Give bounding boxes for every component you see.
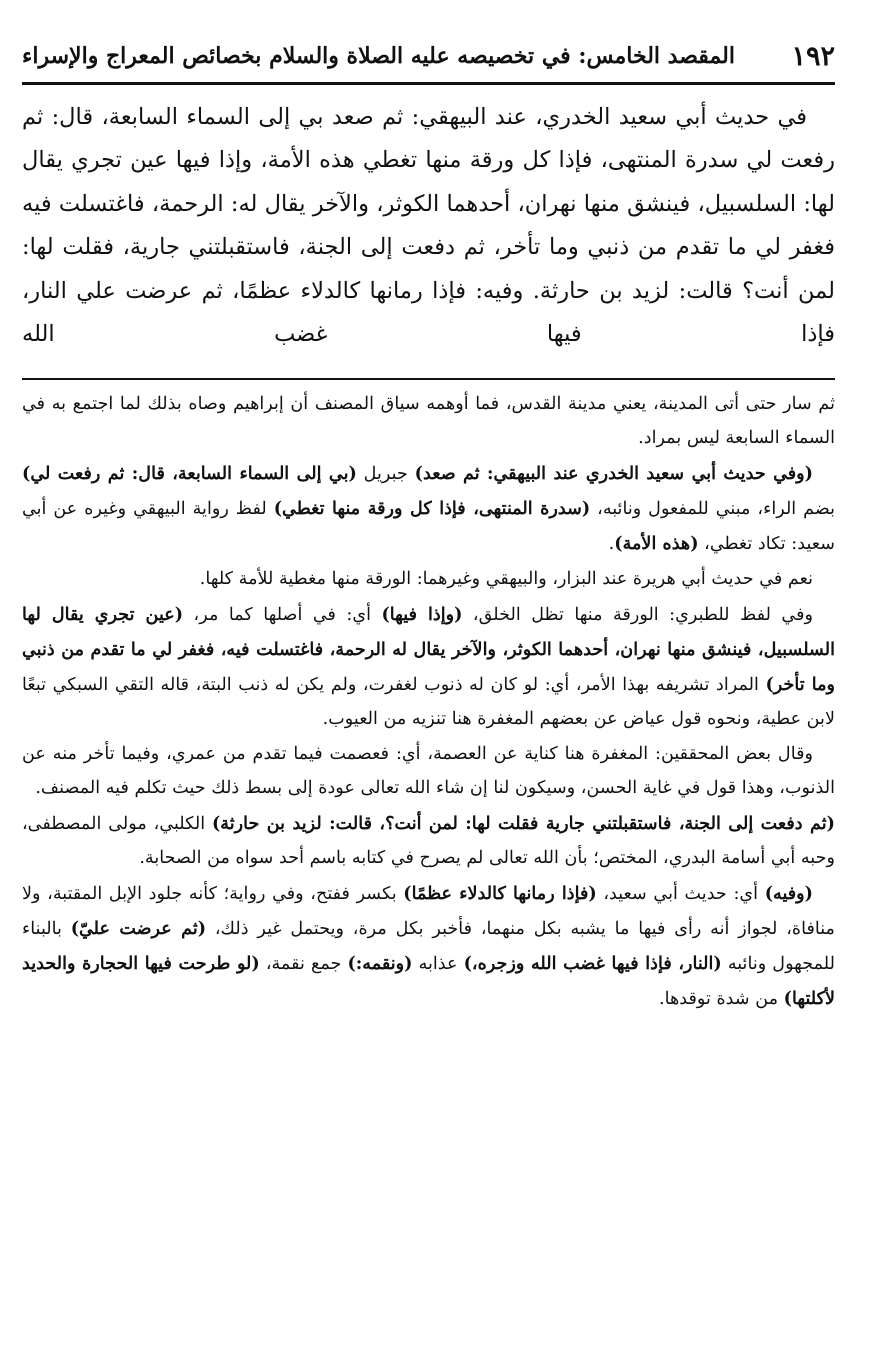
- commentary-block: [22, 388, 835, 1018]
- quoted-text: (فإذا رمانها كالدلاء عظمًا): [403, 883, 597, 905]
- explanation-text: من شدة توقدها.: [659, 988, 784, 1009]
- commentary-paragraph-7: [22, 877, 835, 1016]
- explanation-text: .: [608, 533, 615, 554]
- quoted-text: (سدرة المنتهى، فإذا كل ورقة منها تغطي): [273, 497, 591, 519]
- commentary-paragraph-2: [22, 457, 835, 561]
- quoted-text: (وفي حديث أبي سعيد الخدري عند البيهقي: ثم صعد): [414, 463, 813, 485]
- quoted-text: (ثم عرضت عليّ): [70, 917, 207, 939]
- header-divider: [22, 82, 835, 85]
- explanation-text: عذابه: [412, 953, 464, 974]
- explanation-text: الكلبي، مولى المصطفى، وحبه أبي أسامة البدري، المختص؛ بأن الله تعالى لم يصرح في كتابه باسم أحد سواه من الصحابة.: [22, 814, 835, 868]
- quoted-text: (هذه الأمة): [614, 532, 699, 554]
- page-header: [22, 36, 835, 76]
- commentary-paragraph-1: ثم سار حتى أتى المدينة، يعني مدينة القدس، فما أوهمه سياق المصنف أن إبراهيم وصاه بذلك لما اجتمع به في السماء السابعة ليس بمراد.: [22, 394, 835, 448]
- quoted-text: (ونقمه:): [347, 952, 413, 974]
- quoted-text: (وإذا فيها): [381, 604, 463, 626]
- explanation-text: بالبناء للمجهول ونائبه: [22, 918, 835, 974]
- explanation-text: جمع نقمة،: [259, 953, 348, 974]
- explanation-text: أي: حديث أبي سعيد،: [596, 884, 765, 905]
- commentary-paragraph-5: وقال بعض المحققين: المغفرة هنا كناية عن العصمة، أي: فعصمت فيما تقدم من عمري، وفيما تأخر منه عن الذنوب، وهذا قول في غاية الحسن، وسيكون لنا إن شاء الله تعالى عودة إلى بسط ذلك حيث تكلم فيه المصنف.: [22, 743, 835, 798]
- explanation-text: بضم الراء، مبني للمفعول ونائبه،: [590, 498, 836, 519]
- running-title: المقصد الخامس: في تخصيصه عليه الصلاة والسلام بخصائص المعراج والإسراء: [22, 43, 735, 69]
- main-text-block: [22, 96, 835, 356]
- explanation-text: بكسر ففتح، وفي رواية؛ كأنه جلود الإبل المقتبة، ولا منافاة، لجواز أنه رأى فيها ما يشبه بكل منهما، فأخبر بكل مرة، ويحتمل غير ذلك،: [22, 884, 835, 939]
- quoted-text: (النار، فإذا فيها غضب الله وزجره،): [463, 952, 722, 974]
- explanation-text: أي: في أصلها كما مر،: [183, 605, 382, 626]
- main-text-paragraph: في حديث أبي سعيد الخدري، عند البيهقي: ثم صعد بي إلى السماء السابعة، قال: ثم رفعت لي سدرة المنتهى، فإذا كل ورقة منها تغطي هذه الأمة، وإذا فيها عين تجري يقال لها: السلسبيل، فينشق منها نهران، أحدهما الكوثر، والآخر يقال له: الرحمة، فاغتسلت فيه فغفر لي ما تقدم من ذنبي وما تأخر، ثم دفعت إلى الجنة، فاستقبلتني جارية، فقلت لها: لمن أنت؟ قالت: لزيد بن حارثة. وفيه: فإذا رمانها كالدلاء عظمًا، ثم عرضت علي النار، فإذا فيها غضب الله: [22, 104, 835, 348]
- commentary-divider: [22, 378, 835, 380]
- explanation-text: جبريل: [356, 464, 415, 485]
- commentary-paragraph-6: [22, 807, 835, 876]
- quoted-text: (وفيه): [764, 883, 813, 905]
- quoted-text: (بي إلى السماء السابعة، قال: ثم رفعت لي): [22, 463, 357, 485]
- commentary-paragraph-4: [22, 598, 835, 736]
- quoted-text: (عين تجري يقال لها السلسبيل، فينشق منها نهران، أحدهما الكوثر، والآخر يقال له الرحمة، فاغتسلت فيه، فغفر لي ما تقدم من ذنبي وما تأخر): [22, 604, 835, 695]
- quoted-text: (لو طرحت فيها الحجارة والحديد لأكلتها): [22, 952, 835, 1009]
- explanation-text: لفظ رواية البيهقي وغيره عن أبي سعيد: تكاد تغطي،: [22, 498, 835, 554]
- page-number: ١٩٢: [791, 40, 835, 72]
- explanation-text: المراد تشريفه بهذا الأمر، أي: لو كان له ذنوب لغفرت، ولم يكن له ذنب البتة، قاله التقي السبكي تبعًا لابن عطية، ونحوه قول عياض عن بعضهم المغفرة هنا تنزيه من العيوب.: [22, 674, 835, 729]
- commentary-paragraph-3: نعم في حديث أبي هريرة عند البزار، والبيهقي وغيرهما: الورقة منها مغطية للأمة كلها.: [199, 568, 813, 589]
- quoted-text: (ثم دفعت إلى الجنة، فاستقبلتني جارية فقلت لها: لمن أنت؟، قالت: لزيد بن حارثة): [211, 813, 835, 835]
- explanation-text: وفي لفظ للطبري: الورقة منها تظل الخلق،: [462, 605, 814, 626]
